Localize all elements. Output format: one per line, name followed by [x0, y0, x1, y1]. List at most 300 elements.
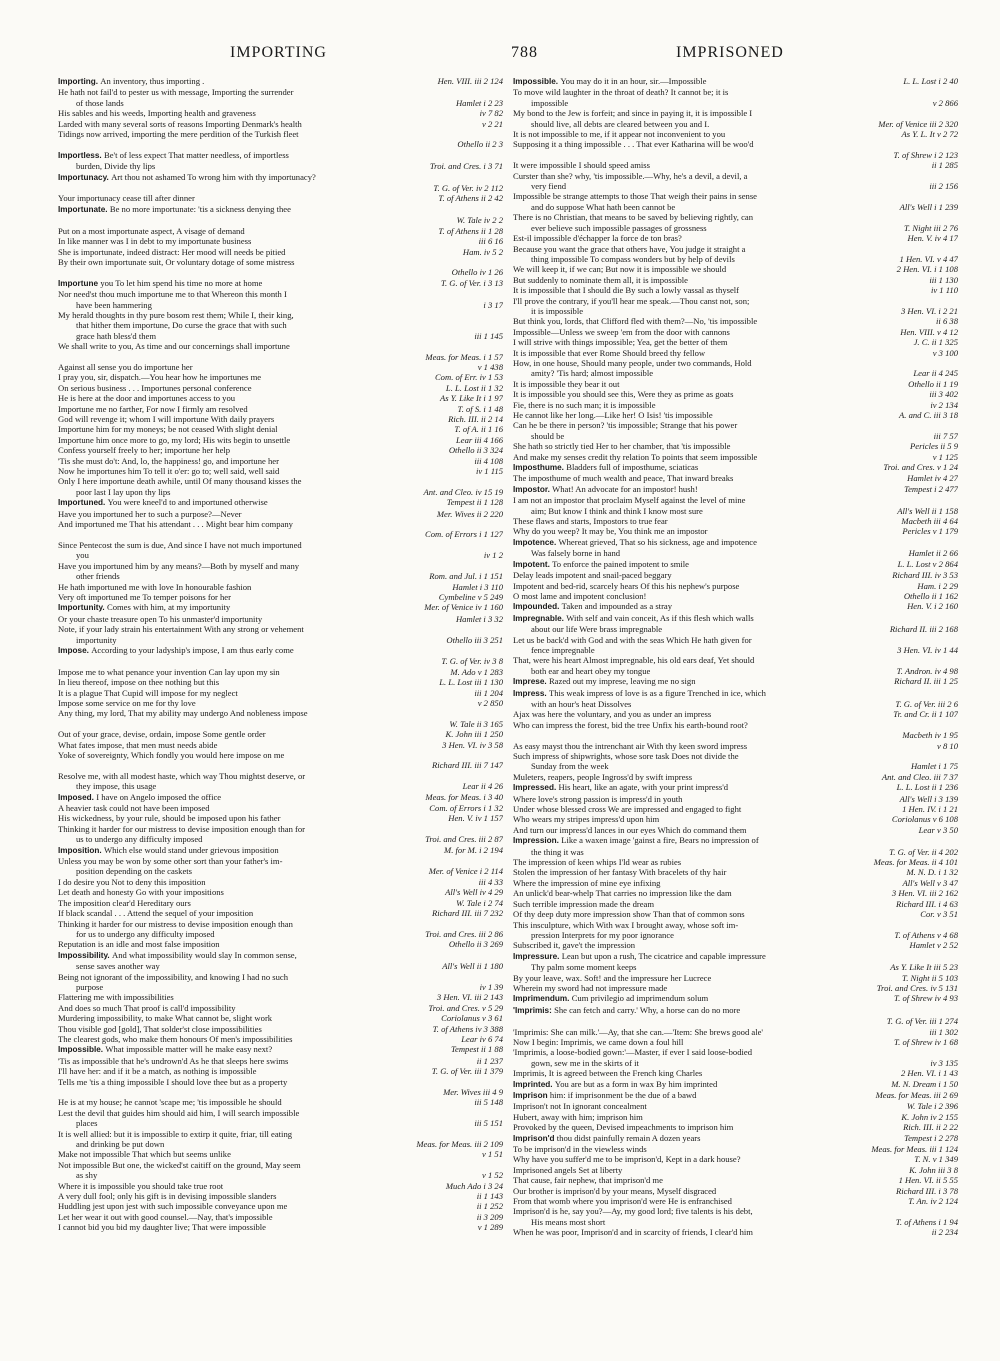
concordance-line	[58, 982, 503, 992]
citation-reference: Hen. VIII. iii 2 124	[437, 76, 503, 86]
quotation-text: She hath so strictly tied Her to her chamber, that 'tis impossible	[513, 441, 731, 452]
quotation-text: Whereat grieved, That so his sickness, age and impotence	[558, 536, 757, 547]
citation-reference: ii 1 252	[476, 1201, 503, 1212]
concordance-line	[513, 909, 958, 919]
concordance-line	[58, 1139, 503, 1149]
concordance-line	[58, 813, 503, 823]
header-right-word: IMPRISONED	[676, 44, 784, 61]
quotation-text: Why have you suffer'd me to be imprison'd, Kept in a dark house?	[513, 1154, 741, 1165]
citation-reference: Othello ii 1 162	[903, 590, 958, 601]
concordance-line	[513, 548, 958, 558]
citation-reference: W. Tale iv 2 2	[456, 215, 503, 226]
concordance-line	[513, 264, 958, 274]
citation-reference: Othello iii 3 251	[446, 634, 503, 645]
citation-reference: L. L. Lost i 2 40	[903, 76, 958, 86]
quotation-text: Being not ignorant of the impossibility, and knowing I had no such	[58, 971, 289, 982]
concordance-line	[58, 300, 503, 310]
quotation-text: Have you importuned him by any means?—Both by myself and many	[58, 560, 300, 571]
quotation-text: places	[76, 1118, 98, 1129]
citation-reference: Com. of Errors i 1 32	[429, 803, 503, 814]
quotation-text: Very oft importuned me To temper poisons for her	[58, 591, 231, 602]
quotation-text: Since Pentecost the sum is due, And since I have not much importuned	[58, 539, 302, 550]
concordance-line	[513, 358, 958, 368]
concordance-line	[58, 550, 503, 560]
citation-reference: K. John iii 1 250	[445, 729, 503, 740]
quotation-text: and drinking be put down	[76, 1139, 165, 1150]
quotation-text: that hither them importune, Do curse the grace that with such	[76, 320, 287, 331]
quotation-text: Not impossible But one, the wicked'st caitiff on the ground, May seem	[58, 1159, 301, 1170]
quotation-text: Let her wear it out with good counsel.—Nay, that's impossible	[58, 1211, 273, 1222]
citation-reference: i 3 17	[483, 299, 503, 310]
citation-reference: ii 6 38	[936, 316, 958, 327]
quotation-text: It is not impossible to me, if it appear not inconvenient to you	[513, 129, 726, 140]
quotation-text: And importuned me That his attendant . . . Might bear him company	[58, 519, 293, 530]
citation-reference: Hamlet i 1 75	[910, 761, 958, 772]
quotation-text: Make not impossible That which but seems unlike	[58, 1149, 231, 1160]
concordance-line	[58, 614, 503, 624]
citation-reference: 2 Hen. VI. i 1 108	[896, 264, 958, 275]
quotation-text: An inventory, thus importing .	[100, 76, 205, 86]
concordance-line	[58, 497, 503, 508]
concordance-line	[513, 368, 958, 378]
citation-reference: Tempest i 2 477	[904, 483, 958, 494]
citation-reference: 1 Hen. VI. ii 5 55	[898, 1175, 958, 1186]
quotation-text: fence impregnable	[531, 644, 595, 655]
quotation-text: Imprison't not In ignorant concealment	[513, 1101, 647, 1112]
concordance-line	[513, 129, 958, 139]
quotation-text: And make my senses credit thy relation To points that seem impossible	[513, 451, 758, 462]
citation-reference: Troi. and Cres. v 1 24	[883, 462, 958, 473]
citation-reference: T. An. iv 2 124	[908, 1196, 958, 1207]
concordance-line	[513, 1068, 958, 1078]
citation-reference: Richard III. iv 3 53	[892, 570, 958, 581]
concordance-line	[513, 296, 958, 306]
quotation-text: According to your ladyship's impose, I am thus early come	[91, 644, 294, 655]
concordance-line	[58, 529, 503, 539]
quotation-text: Thou visible god [gold], That solder'st close impossibilities	[58, 1023, 262, 1034]
quotation-text: This insculpture, which With wax I brought away, whose soft im-	[513, 919, 739, 930]
quotation-text: But suddenly to nominate them all, it is impossible	[513, 274, 688, 285]
citation-reference: T. G. of Ver. ii 4 202	[889, 846, 958, 857]
quotation-text: Such terrible impression made the dream	[513, 898, 655, 909]
headword: Imprison	[513, 1091, 550, 1100]
quotation-text: Lean but upon a rush, The cicatrice and capable impressure	[561, 950, 766, 961]
headword: Imprison'd	[513, 1133, 557, 1143]
concordance-line	[58, 824, 503, 834]
quotation-text: To move wild laughter in the throat of death? It cannot be; it is	[513, 87, 729, 98]
concordance-line	[58, 466, 503, 476]
concordance-line	[513, 601, 958, 612]
citation-reference: All's Well ii 1 158	[897, 505, 958, 516]
concordance-line	[513, 537, 958, 548]
concordance-line	[58, 571, 503, 581]
citation-reference: 3 Hen. VI. iii 2 162	[891, 888, 958, 899]
quotation-text: In like manner was I in debt to my importunate business	[58, 236, 252, 247]
citation-reference: 1 Hen. VI. v 4 47	[899, 253, 958, 264]
quotation-text: That cause, fair nephew, that imprison'd me	[513, 1175, 663, 1186]
quotation-text: Razed out my imprese, leaving me no sign	[548, 676, 696, 687]
quotation-text: you	[76, 550, 89, 561]
quotation-text: Can he be there in person? 'tis impossible; Strange that his power	[513, 420, 738, 431]
concordance-line	[513, 655, 958, 665]
quotation-text: should live, all debts are cleared between you and I.	[531, 118, 710, 129]
quotation-text: sense saves another way	[76, 961, 160, 972]
quotation-text: him: if imprisonment be the due of a bawd	[549, 1090, 697, 1100]
concordance-line	[58, 845, 503, 856]
citation-reference: Richard III. iii 7 147	[431, 760, 503, 771]
concordance-line	[513, 181, 958, 191]
citation-reference: As Y. Like It iii 5 23	[890, 962, 958, 973]
concordance-line	[513, 1090, 958, 1101]
quotation-text: 'Imprimis, a loose-bodied gown:'—Master, if ever I said loose-bodied	[513, 1047, 753, 1058]
citation-reference: 3 Hen. VI. i 2 21	[900, 305, 958, 316]
concordance-line	[58, 98, 503, 108]
concordance-line	[58, 929, 503, 939]
concordance-line	[58, 1087, 503, 1097]
concordance-line	[58, 961, 503, 971]
concordance-line	[58, 677, 503, 687]
concordance-line	[513, 244, 958, 254]
quotation-text: Est-il impossible d'échapper la force de ton bras?	[513, 233, 682, 244]
citation-reference: L. L. Lost iii 1 130	[439, 677, 503, 688]
quotation-text: Note, if your lady strain his entertainment With any strong or vehement	[58, 624, 304, 635]
headword: Impossible.	[513, 77, 561, 86]
quotation-text: My bond to the Jew is forfeit; and since in paying it, it is impossible I	[513, 108, 753, 119]
citation-reference: Tempest ii 1 88	[451, 1044, 503, 1055]
citation-reference: ii 1 143	[476, 1191, 503, 1202]
quotation-text: Put on a most importunate aspect, A visage of demand	[58, 225, 245, 236]
quotation-text: gown, sew me in the skirts of it	[531, 1057, 639, 1068]
quotation-text: And turn our impress'd lances in our eyes Which do command them	[513, 824, 747, 835]
citation-reference: T. Night ii 5 103	[902, 972, 958, 983]
quotation-text: with an hour's heat Dissolves	[531, 698, 632, 709]
concordance-line	[58, 424, 503, 434]
quotation-text: us to undergo any difficulty imposed	[76, 834, 203, 845]
concordance-line	[513, 878, 958, 888]
quotation-text: Any thing, my lord, That my ability may undergo And nobleness impose	[58, 708, 308, 719]
concordance-line	[58, 87, 503, 97]
citation-reference: iii 7 57	[933, 430, 958, 441]
citation-reference: Hamlet i 3 32	[455, 613, 503, 624]
quotation-text: Wherein my sword had not impressure made	[513, 982, 668, 993]
concordance-line	[513, 867, 958, 877]
citation-reference: Mer. Wives ii 2 220	[436, 508, 503, 519]
citation-reference: iv 1 115	[475, 466, 503, 477]
citation-reference: Troi. and Cres. iv 5 131	[876, 982, 958, 993]
headword: Impotent.	[513, 559, 553, 569]
concordance-line	[513, 462, 958, 473]
concordance-line	[513, 635, 958, 645]
quotation-text: Imprison'd is he, say you?—Ay, my good lord; five talents is his debt,	[513, 1206, 753, 1217]
quotation-text: He is at my house; he cannot 'scape me; 'tis impossible he should	[58, 1097, 282, 1108]
quotation-text: Taken and impounded as a stray	[561, 601, 673, 612]
headword: Impostor.	[513, 484, 553, 494]
citation-reference: v 1 289	[477, 1222, 503, 1233]
citation-reference: iii 4 108	[474, 455, 503, 466]
quotation-text: What impossible matter will he make easy next?	[105, 1044, 273, 1055]
quotation-text: You may do it in an hour, sir.—Impossible	[560, 76, 707, 86]
concordance-line	[58, 247, 503, 257]
citation-reference: Lear v 3 50	[918, 824, 958, 835]
quotation-text: Impose some service on me for thy love	[58, 697, 196, 708]
concordance-line	[58, 698, 503, 708]
concordance-line	[513, 581, 958, 591]
quotation-text: pression Interprets for my poor ignorance	[531, 929, 674, 940]
quotation-text: This weak impress of love is as a figure Trenched in ice, which	[548, 687, 766, 698]
citation-reference: Rom. and Jul. i 1 151	[429, 571, 503, 582]
quotation-text: purpose	[76, 981, 104, 992]
citation-reference: v 2 21	[481, 118, 503, 129]
quotation-text: Who can impress the forest, bid the tree Unfix his earth-bound root?	[513, 719, 748, 730]
quotation-text: Of thy deep duty more impression show Than that of common sons	[513, 909, 745, 920]
concordance-line	[58, 331, 503, 341]
quotation-text: His sables and his weeds, Importing health and graveness	[58, 108, 256, 119]
concordance-columns	[58, 76, 958, 1238]
citation-reference: iii 6 16	[478, 236, 503, 247]
left-column	[58, 76, 503, 1238]
quotation-text: Huddling jest upon jest with such impossible conveyance upon me	[58, 1201, 288, 1212]
citation-reference: v 1 125	[932, 451, 958, 462]
quotation-text: Be't of less expect That matter needless, of importless	[103, 149, 289, 160]
concordance-line	[513, 1196, 958, 1206]
concordance-line	[58, 760, 503, 770]
quotation-text: Impotent and bed-rid, scarcely hears Of this his nephew's purpose	[513, 580, 740, 591]
citation-reference: iii 3 402	[929, 389, 958, 400]
concordance-line	[513, 254, 958, 264]
concordance-line	[58, 1044, 503, 1055]
concordance-line	[513, 751, 958, 761]
quotation-text: Reputation is an idle and most false imposition	[58, 939, 220, 950]
concordance-line	[513, 400, 958, 410]
quotation-text: It is impossible that I should die By such a lowly vassal as thyself	[513, 285, 740, 296]
citation-reference: v 2 850	[477, 697, 503, 708]
citation-reference: Troi. and Cres. iii 2 86	[425, 928, 503, 939]
concordance-line	[58, 236, 503, 246]
quotation-text: Larded with many several sorts of reasons Importing Denmark's health	[58, 118, 302, 129]
concordance-line	[513, 794, 958, 804]
citation-reference: Coriolanus v 3 61	[441, 1013, 503, 1024]
concordance-line	[58, 1108, 503, 1118]
concordance-line	[58, 108, 503, 118]
concordance-line	[58, 1129, 503, 1139]
quotation-text: Bladders full of imposthume, sciaticas	[566, 462, 699, 473]
citation-reference: iv 1 110	[930, 285, 958, 296]
quotation-text: As easy mayst thou the intrenchant air With thy keen sword impress	[513, 740, 748, 751]
quotation-text: 'Tis she must do't: And, lo, the happiness! go, and importune her	[58, 455, 279, 466]
citation-reference: K. John iii 3 8	[909, 1164, 958, 1175]
citation-reference: 1 Hen. IV. i 1 21	[902, 804, 958, 815]
concordance-line	[513, 306, 958, 316]
quotation-text: Our brother is imprison'd by your means, Myself disgraced	[513, 1185, 717, 1196]
citation-reference: Ant. and Cleo. iii 7 37	[881, 771, 958, 782]
citation-reference: Pericles v 1 179	[902, 526, 958, 537]
citation-reference: iii 5 151	[474, 1118, 503, 1129]
concordance-line	[58, 645, 503, 656]
quotation-text: impossible	[531, 97, 569, 108]
citation-reference: W. Tale i 2 74	[456, 897, 503, 908]
concordance-line	[513, 699, 958, 709]
quotation-text: Yoke of sovereignty, Which fondly you would here impose on me	[58, 750, 285, 760]
headword: Impression.	[513, 836, 562, 846]
concordance-line	[58, 1024, 503, 1034]
right-column	[513, 76, 958, 1238]
page-number: 788	[511, 44, 538, 61]
citation-reference: Hamlet i 3 110	[452, 581, 503, 592]
citation-reference: T. Andron. iv 4 98	[896, 665, 958, 676]
concordance-line	[513, 119, 958, 129]
quotation-text: Like a waxen image 'gainst a fire, Bears no impression of	[561, 835, 759, 846]
concordance-line	[58, 393, 503, 403]
citation-reference: T. G. of Ver. iv 2 112	[433, 183, 503, 194]
headword: Impounded.	[513, 602, 562, 612]
concordance-line	[513, 316, 958, 326]
citation-reference: Mer. of Venice iii 2 320	[878, 118, 958, 129]
concordance-line	[58, 771, 503, 781]
quotation-text: I have on Angelo imposed the office	[96, 791, 222, 802]
citation-reference: Tr. and Cr. ii 1 107	[893, 709, 958, 720]
concordance-line	[513, 962, 958, 972]
concordance-line	[58, 688, 503, 698]
quotation-text: You were kneel'd to and importuned otherwise	[107, 497, 268, 508]
citation-reference: Othello ii 2 3	[457, 139, 503, 150]
concordance-line	[58, 540, 503, 550]
concordance-line	[58, 592, 503, 602]
concordance-line	[513, 1133, 958, 1144]
quotation-text: I pray you, sir, dispatch.—You hear how he importunes me	[58, 372, 262, 383]
quotation-text: 'Imprimis: She can milk.'—Ay, that she can.—'Item: She brews good ale'	[513, 1026, 763, 1037]
concordance-line	[513, 804, 958, 814]
quotation-text: Be no more importunate: 'tis a sickness denying thee	[109, 203, 291, 214]
concordance-line	[58, 435, 503, 445]
concordance-line	[513, 76, 958, 87]
quotation-text: of those lands	[76, 97, 124, 108]
quotation-text: Only I here importune death awhile, until Of many thousand kisses the	[58, 476, 302, 487]
citation-reference: A. and C. iii 3 18	[899, 410, 958, 420]
concordance-line	[58, 456, 503, 466]
concordance-line	[513, 888, 958, 898]
concordance-line	[58, 656, 503, 666]
citation-reference: 3 Hen. VI. iii 2 143	[436, 992, 503, 1003]
headword: Imposed.	[58, 792, 97, 802]
quotation-text: Muleters, reapers, people Ingross'd by swift impress	[513, 771, 693, 782]
quotation-text: It is impossible they bear it out	[513, 378, 620, 389]
quotation-text: Lest the devil that guides him should aid him, I will search impossible	[58, 1107, 300, 1118]
headword: Impressed.	[513, 783, 559, 793]
quotation-text: Or your chaste treasure open To his unmaster'd importunity	[58, 613, 263, 624]
citation-reference: T. of Athens iv 3 388	[432, 1023, 503, 1034]
citation-reference: ii 1 237	[476, 1055, 503, 1066]
quotation-text: His heart, like an agate, with your print impress'd	[558, 782, 729, 793]
concordance-line	[513, 559, 958, 570]
quotation-text: And does so much That proof is call'd impossibility	[58, 1002, 236, 1013]
quotation-text: Against all sense you do importune her	[58, 361, 193, 372]
citation-reference: M. N. D. i 1 32	[906, 867, 958, 878]
quotation-text: From that womb where you imprison'd were He is enfranchised	[513, 1196, 732, 1207]
citation-reference: W. Tale i 2 396	[906, 1101, 958, 1112]
concordance-line	[513, 516, 958, 526]
concordance-line	[513, 772, 958, 782]
citation-reference: iii 1 204	[474, 687, 503, 698]
headword: Impregnable.	[513, 613, 567, 623]
quotation-text: I cannot bid you bid my daughter live; That were impossible	[58, 1222, 266, 1233]
concordance-line	[58, 1034, 503, 1044]
concordance-line	[58, 708, 503, 718]
quotation-text: We shall write to you, As time and our concernings shall importune	[58, 341, 290, 352]
concordance-line	[58, 519, 503, 529]
running-head	[58, 38, 958, 72]
citation-reference: iii 2 156	[929, 181, 958, 192]
concordance-line	[58, 1160, 503, 1170]
quotation-text: thou didst painfully remain A dozen years	[556, 1132, 701, 1143]
concordance-line	[513, 709, 958, 719]
quotation-text: She can fetch and carry.' Why, a horse can do no more	[554, 1004, 741, 1015]
concordance-line	[58, 150, 503, 161]
concordance-line	[513, 1005, 958, 1016]
concordance-line	[513, 814, 958, 824]
headword: Impotence.	[513, 537, 559, 547]
concordance-line	[513, 431, 958, 441]
quotation-text: Unless you may be won by some other sort than your father's im-	[58, 856, 283, 867]
citation-reference: iii 5 148	[474, 1097, 503, 1108]
quotation-text: The imposthume of much wealth and peace, That inward breaks	[513, 473, 734, 484]
quotation-text: Imprisoned angels Set at liberty	[513, 1164, 623, 1175]
citation-reference: Tempest ii 1 128	[446, 497, 503, 508]
citation-reference: M. N. Dream i 1 50	[891, 1078, 958, 1089]
concordance-line	[58, 509, 503, 519]
quotation-text: Because you want the grace that others have, You judge it straight a	[513, 243, 746, 254]
quotation-text: With self and vain conceit, As if this flesh which walls	[566, 612, 754, 623]
concordance-line	[58, 1170, 503, 1180]
citation-reference: All's Well ii 1 180	[442, 961, 503, 972]
quotation-text: and do suppose What hath been cannot be	[531, 201, 676, 212]
quotation-text: Where it is impossible you should take true root	[58, 1180, 224, 1191]
quotation-text: Delay leads impotent and snail-paced beggary	[513, 570, 672, 581]
citation-reference: Meas. for Meas. ii 4 101	[873, 857, 958, 868]
quotation-text: The impression of keen whips I'ld wear as rubies	[513, 857, 682, 868]
citation-reference: L. L. Lost ii 1 32	[445, 382, 503, 393]
citation-reference: T. of Shrew iv 4 93	[894, 993, 958, 1004]
headword: Importless.	[58, 150, 104, 160]
citation-reference: iv 2 134	[930, 399, 958, 410]
quotation-text: Subscribed it, gave't the impression	[513, 940, 636, 951]
concordance-line	[513, 1047, 958, 1057]
citation-reference: ii 1 285	[931, 160, 958, 171]
concordance-line	[513, 223, 958, 233]
citation-reference: As Y. L. It v 2 72	[901, 129, 958, 140]
headword: Impress.	[513, 688, 549, 698]
citation-reference: T. of Shrew iv 1 68	[894, 1036, 958, 1047]
quotation-text: It is well allied: but it is impossible to extirp it quite, friar, till eating	[58, 1128, 293, 1139]
concordance-line	[58, 1118, 503, 1128]
quotation-text: they impose, this usage	[76, 781, 157, 792]
citation-reference: Othello ii 1 19	[908, 378, 958, 389]
citation-reference: Troi. and Cres. i 3 71	[429, 161, 503, 172]
citation-reference: 2 Hen. VI. i 1 43	[900, 1068, 958, 1079]
quotation-text: Imprimis, It is agreed between the French king Charles	[513, 1068, 703, 1079]
concordance-line	[513, 1027, 958, 1037]
quotation-text: By their own importunate suit, Or voluntary dotage of some mistress	[58, 256, 295, 267]
quotation-text: Under whose blessed cross We are impressed and engaged to fight	[513, 804, 742, 815]
quotation-text: How, in one house, Should many people, under two commands, Hold	[513, 357, 752, 368]
citation-reference: Lear ii 4 245	[913, 368, 958, 379]
citation-reference: T. G. of Ver. iii 1 379	[431, 1066, 503, 1077]
citation-reference: iv 7 82	[479, 108, 503, 119]
concordance-line	[58, 877, 503, 887]
quotation-text: Hubert, away with him; imprison him	[513, 1111, 643, 1122]
concordance-line	[58, 139, 503, 149]
citation-reference: Cor. v 3 51	[920, 909, 958, 920]
concordance-line	[58, 193, 503, 203]
